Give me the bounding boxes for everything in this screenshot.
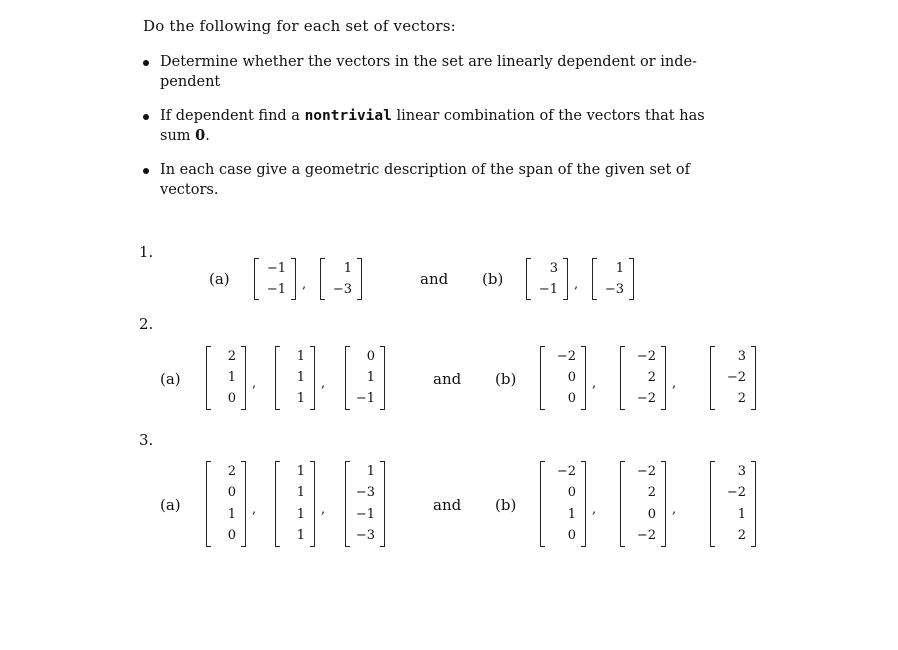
instruction-3-line-1: In each case give a geometric description of the span of the given set of <box>160 162 691 178</box>
vector-entry: 2 <box>647 369 656 385</box>
left-bracket <box>254 258 259 300</box>
vector-entry: 1 <box>343 260 352 276</box>
column-vector <box>275 346 315 410</box>
vector-entry: 2 <box>227 463 236 479</box>
vector-entry: −1 <box>355 391 375 407</box>
problem-2-part-a-label: (a) <box>160 370 181 388</box>
vector-separator: , <box>321 376 326 391</box>
vector-separator: , <box>302 277 307 292</box>
vector-separator: , <box>592 376 597 391</box>
vector-entry: −2 <box>636 463 656 479</box>
vector-entry: 1 <box>296 348 305 364</box>
right-bracket <box>310 461 315 547</box>
vector-entry: 1 <box>296 528 305 544</box>
right-bracket <box>380 461 385 547</box>
left-bracket <box>592 258 597 300</box>
problem-2-part-b-label: (b) <box>495 370 517 388</box>
instruction-item-3 <box>143 160 743 200</box>
instruction-1-line-1: Determine whether the vectors in the set are linearly dependent or inde- <box>160 54 697 70</box>
problem-2-and: and <box>433 370 462 388</box>
right-bracket <box>629 258 634 300</box>
instruction-2-line-2-pre: sum <box>160 128 196 144</box>
vector-entry: −1 <box>266 281 286 297</box>
vector-entry: −2 <box>556 348 576 364</box>
instruction-2-pre: If dependent find a <box>160 108 305 124</box>
left-bracket <box>526 258 531 300</box>
vector-separator: , <box>252 502 257 517</box>
vector-entry: 3 <box>737 348 746 364</box>
column-vector <box>275 461 315 547</box>
vector-entry: 1 <box>296 391 305 407</box>
left-bracket <box>620 346 625 410</box>
column-vector <box>620 346 666 410</box>
column-vector <box>620 461 666 547</box>
vector-entry: −1 <box>538 281 558 297</box>
vector-entry: 1 <box>296 485 305 501</box>
vector-entry: 0 <box>567 485 576 501</box>
column-vector <box>345 346 385 410</box>
vector-entry: 1 <box>227 506 236 522</box>
vector-entry: −3 <box>355 485 375 501</box>
instructions-intro: Do the following for each set of vectors: <box>143 17 456 35</box>
right-bracket <box>661 461 666 547</box>
left-bracket <box>345 461 350 547</box>
bullet-icon <box>143 60 149 66</box>
vector-entry: −1 <box>266 260 286 276</box>
right-bracket <box>581 461 586 547</box>
vector-entry: 2 <box>737 391 746 407</box>
vector-entry: 1 <box>366 369 375 385</box>
right-bracket <box>581 346 586 410</box>
column-vector <box>345 461 385 547</box>
problem-1-part-a-label: (a) <box>209 270 230 288</box>
column-vector <box>540 346 586 410</box>
vector-entry: 0 <box>366 348 375 364</box>
vector-entry: 0 <box>227 528 236 544</box>
right-bracket <box>563 258 568 300</box>
instruction-2-bold: nontrivial <box>304 108 392 124</box>
vector-entry: −2 <box>726 485 746 501</box>
vector-entry: 3 <box>549 260 558 276</box>
left-bracket <box>540 461 545 547</box>
instruction-2-post: linear combination of the vectors that has <box>391 108 705 124</box>
vector-entry: 1 <box>296 369 305 385</box>
vector-entry: −2 <box>636 391 656 407</box>
vector-separator: , <box>321 502 326 517</box>
instruction-item-2 <box>143 106 743 146</box>
right-bracket <box>751 346 756 410</box>
vector-entry: 1 <box>737 506 746 522</box>
vector-separator: , <box>672 502 677 517</box>
problem-1-number: 1. <box>139 243 154 261</box>
vector-entry: −3 <box>604 281 624 297</box>
vector-separator: , <box>574 277 579 292</box>
column-vector <box>526 258 568 300</box>
problem-3-part-a-label: (a) <box>160 496 181 514</box>
left-bracket <box>345 346 350 410</box>
column-vector <box>254 258 296 300</box>
instruction-item-1 <box>143 52 743 92</box>
instruction-3-line-2: vectors. <box>160 182 219 198</box>
vector-entry: 0 <box>647 506 656 522</box>
vector-entry: 0 <box>227 485 236 501</box>
column-vector <box>710 461 756 547</box>
problem-3-part-b-label: (b) <box>495 496 517 514</box>
vector-entry: 1 <box>615 260 624 276</box>
vector-entry: −2 <box>726 369 746 385</box>
problem-3-and: and <box>433 496 462 514</box>
column-vector <box>540 461 586 547</box>
column-vector <box>206 346 246 410</box>
vector-entry: 1 <box>567 506 576 522</box>
left-bracket <box>275 346 280 410</box>
right-bracket <box>357 258 362 300</box>
instruction-2-line-2-post: . <box>205 128 210 144</box>
problem-1-part-b-label: (b) <box>482 270 504 288</box>
vector-separator: , <box>252 376 257 391</box>
vector-entry: −2 <box>556 463 576 479</box>
vector-entry: 1 <box>227 369 236 385</box>
left-bracket <box>275 461 280 547</box>
column-vector <box>592 258 634 300</box>
vector-entry: 1 <box>296 506 305 522</box>
instruction-list <box>143 52 743 214</box>
vector-entry: 0 <box>567 528 576 544</box>
problem-2-number: 2. <box>139 315 154 333</box>
column-vector <box>710 346 756 410</box>
left-bracket <box>620 461 625 547</box>
right-bracket <box>241 346 246 410</box>
vector-entry: 0 <box>567 391 576 407</box>
left-bracket <box>710 461 715 547</box>
vector-entry: 1 <box>296 463 305 479</box>
right-bracket <box>751 461 756 547</box>
vector-entry: −3 <box>355 528 375 544</box>
vector-entry: 1 <box>366 463 375 479</box>
left-bracket <box>540 346 545 410</box>
left-bracket <box>206 461 211 547</box>
right-bracket <box>310 346 315 410</box>
right-bracket <box>241 461 246 547</box>
left-bracket <box>320 258 325 300</box>
vector-separator: , <box>672 376 677 391</box>
zero-vector-symbol: 0 <box>195 127 206 144</box>
right-bracket <box>291 258 296 300</box>
vector-entry: 2 <box>227 348 236 364</box>
vector-entry: −1 <box>355 506 375 522</box>
instruction-1-line-2: pendent <box>160 74 221 90</box>
vector-entry: 3 <box>737 463 746 479</box>
left-bracket <box>206 346 211 410</box>
vector-entry: 0 <box>227 391 236 407</box>
vector-entry: −3 <box>332 281 352 297</box>
bullet-icon <box>143 168 149 174</box>
column-vector <box>206 461 246 547</box>
problem-1-and: and <box>420 270 449 288</box>
bullet-icon <box>143 114 149 120</box>
vector-separator: , <box>592 502 597 517</box>
vector-entry: −2 <box>636 348 656 364</box>
column-vector <box>320 258 362 300</box>
left-bracket <box>710 346 715 410</box>
problem-3-number: 3. <box>139 431 154 449</box>
vector-entry: 0 <box>567 369 576 385</box>
vector-entry: −2 <box>636 528 656 544</box>
right-bracket <box>661 346 666 410</box>
vector-entry: 2 <box>737 528 746 544</box>
vector-entry: 2 <box>647 485 656 501</box>
right-bracket <box>380 346 385 410</box>
